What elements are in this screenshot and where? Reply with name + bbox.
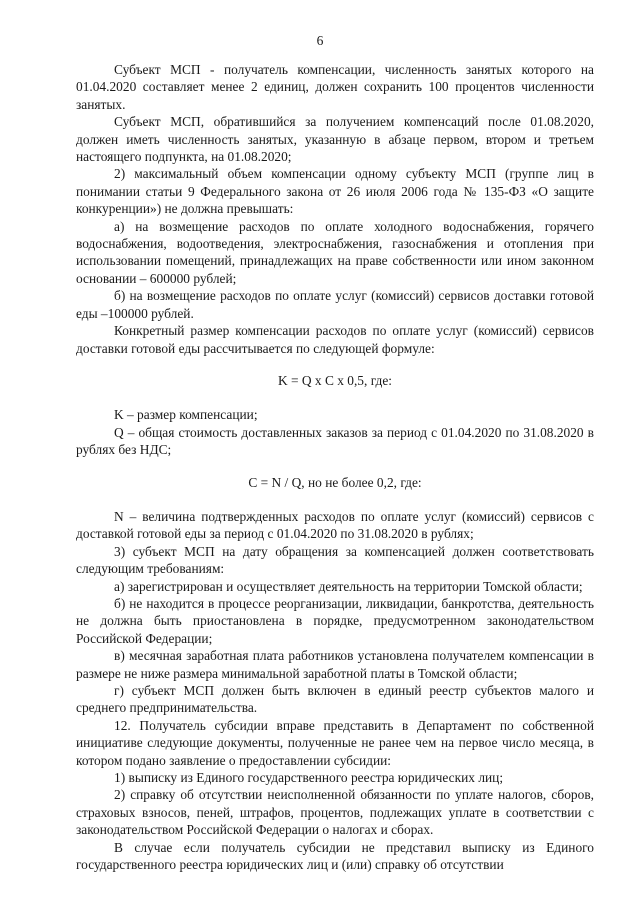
paragraph: Субъект МСП - получатель компенсации, численность занятых которого на 01.04.2020 составляет менее 2 единиц, должен сохранить 100 процентов численности занятых. <box>76 62 594 112</box>
paragraph: б) не находится в процессе реорганизации, ликвидации, банкротства, деятельность не должна быть приостановлена в порядке, предусмотренном законодательством Российской Федерации; <box>76 595 594 646</box>
paragraph: 1) выписку из Единого государственного реестра юридических лиц; <box>114 770 504 786</box>
paragraph: Конкретный размер компенсации расходов по оплате услуг (комиссий) сервисов доставки готовой еды рассчитывается по следующей формуле: <box>76 323 594 356</box>
paragraph: Субъект МСП, обратившийся за получением компенсаций после 01.08.2020, должен иметь численность занятых, указанную в абзаце первом, втором и третьем настоящего подпункта, на 01.08.2020; <box>76 114 594 165</box>
paragraph: В случае если получатель субсидии не представил выписку из Единого государственного реестра юридических лиц и (или) справку об отсутствии <box>76 839 594 873</box>
paragraph: K – размер компенсации; <box>114 407 258 423</box>
paragraph: 3) субъект МСП на дату обращения за компенсацией должен соответствовать следующим требованиям: <box>76 543 594 577</box>
paragraph: г) субъект МСП должен быть включен в единый реестр субъектов малого и среднего предпринимательства. <box>76 683 594 716</box>
paragraph: N – величина подтвержденных расходов по оплате услуг (комиссий) сервисов с доставкой готовой еды за период с 01.04.2020 по 31.08.2020 в рублях; <box>76 508 594 542</box>
paragraph: б) на возмещение расходов по оплате услуг (комиссий) сервисов доставки готовой еды –100000 рублей. <box>76 288 594 321</box>
formula: K = Q x C x 0,5, где: <box>277 372 393 388</box>
document-body <box>76 61 594 873</box>
paragraph: Q – общая стоимость доставленных заказов за период с 01.04.2020 по 31.08.2020 в рублях без НДС; <box>76 424 594 458</box>
formula: C = N / Q, но не более 0,2, где: <box>248 474 422 490</box>
paragraph: 12. Получатель субсидии вправе представить в Департамент по собственной инициативе следующие документы, полученные не ранее чем на первое число месяца, в котором подано заявление о предоставлении субсидии: <box>76 717 594 768</box>
paragraph: 2) максимальный объем компенсации одному субъекту МСП (группе лиц в понимании статьи 9 Федерального закона от 26 июля 2006 года № 135-ФЗ «О защите конкуренции») не должна превышать: <box>76 166 594 217</box>
page-number: 6 <box>316 33 324 48</box>
paragraph: а) на возмещение расходов по оплате холодного водоснабжения, горячего водоснабжения, водоотведения, электроснабжения, газоснабжения и отопления при использовании помещений, принадлежащих на праве собственности или ином законном основании – 600000 рублей; <box>76 218 594 286</box>
paragraph: в) месячная заработная плата работников установлена получателем компенсации в размере не ниже размера минимальной заработной платы в Томской области; <box>76 648 594 681</box>
paragraph: 2) справку об отсутствии неисполненной обязанности по уплате налогов, сборов, страховых взносов, пеней, штрафов, процентов, подлежащих уплате в соответствии с законодательством Российской Федерации о налогах и сборах. <box>76 787 594 838</box>
paragraph: а) зарегистрирован и осуществляет деятельность на территории Томской области; <box>114 578 583 594</box>
